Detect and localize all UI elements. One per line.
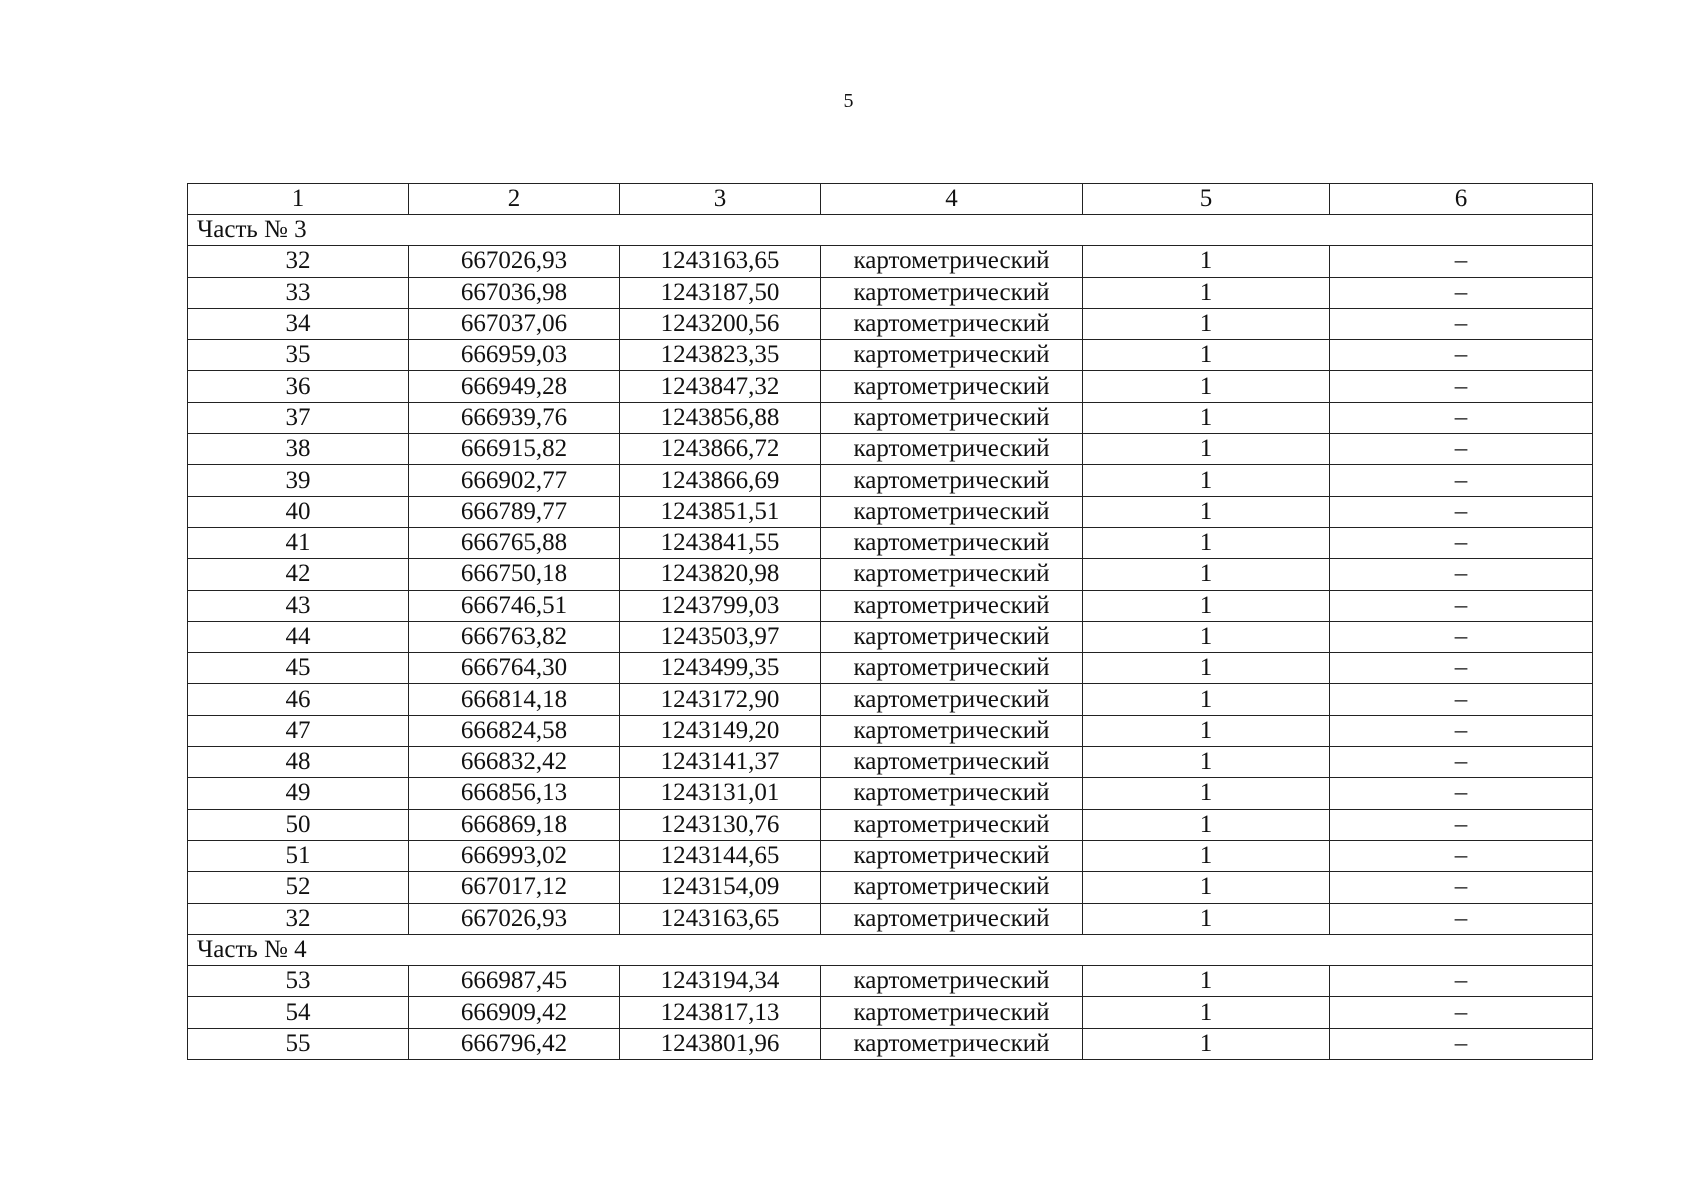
table-row (188, 778, 1593, 809)
table-cell: 1243823,35 (620, 340, 821, 371)
table-cell: 1243194,34 (620, 966, 821, 997)
table-cell: 35 (188, 340, 409, 371)
table-cell: 44 (188, 621, 409, 652)
table-cell: 1 (1083, 1028, 1330, 1059)
table-cell: 666959,03 (409, 340, 620, 371)
table-cell: 666765,88 (409, 527, 620, 558)
table-cell: 1243851,51 (620, 496, 821, 527)
table-cell: – (1330, 340, 1593, 371)
table-cell: 1 (1083, 559, 1330, 590)
table-cell: – (1330, 684, 1593, 715)
table-cell: 667026,93 (409, 903, 620, 934)
table-cell: 1243141,37 (620, 747, 821, 778)
table-row (188, 590, 1593, 621)
table-cell: 34 (188, 308, 409, 339)
table-cell: 37 (188, 402, 409, 433)
table-cell: 1243856,88 (620, 402, 821, 433)
table-cell: 43 (188, 590, 409, 621)
table-cell: – (1330, 590, 1593, 621)
table-cell: 666832,42 (409, 747, 620, 778)
table-cell: 1 (1083, 527, 1330, 558)
table-cell: картометрический (821, 621, 1083, 652)
table-cell: 666750,18 (409, 559, 620, 590)
table-cell: 666915,82 (409, 434, 620, 465)
table-row (188, 747, 1593, 778)
table-cell: – (1330, 402, 1593, 433)
table-cell: картометрический (821, 434, 1083, 465)
table-cell: картометрический (821, 715, 1083, 746)
table-row (188, 653, 1593, 684)
table-cell: 1 (1083, 653, 1330, 684)
table-cell: 36 (188, 371, 409, 402)
table-row (188, 966, 1593, 997)
coordinates-table (187, 183, 1593, 1060)
table-cell: – (1330, 246, 1593, 277)
table-cell: – (1330, 715, 1593, 746)
table-cell: картометрический (821, 496, 1083, 527)
table-cell: 1243503,97 (620, 621, 821, 652)
section-row (188, 215, 1593, 246)
table-cell: 38 (188, 434, 409, 465)
table-row (188, 402, 1593, 433)
table-cell: 1243131,01 (620, 778, 821, 809)
table-row (188, 872, 1593, 903)
table-cell: 1243499,35 (620, 653, 821, 684)
section-label: Часть № 4 (188, 934, 1593, 965)
table-cell: 32 (188, 246, 409, 277)
table-cell: 667037,06 (409, 308, 620, 339)
table-cell: картометрический (821, 997, 1083, 1028)
table-cell: – (1330, 997, 1593, 1028)
table-cell: 1243820,98 (620, 559, 821, 590)
table-cell: – (1330, 966, 1593, 997)
table-cell: 666856,13 (409, 778, 620, 809)
table-row (188, 997, 1593, 1028)
table-cell: картометрический (821, 590, 1083, 621)
table-cell: 1 (1083, 809, 1330, 840)
table-cell: картометрический (821, 371, 1083, 402)
header-cell: 6 (1330, 184, 1593, 215)
table-cell: – (1330, 277, 1593, 308)
table-cell: 666987,45 (409, 966, 620, 997)
table-cell: 48 (188, 747, 409, 778)
table-cell: 666939,76 (409, 402, 620, 433)
table-cell: картометрический (821, 966, 1083, 997)
table-cell: 667026,93 (409, 246, 620, 277)
table-cell: картометрический (821, 872, 1083, 903)
table-cell: – (1330, 872, 1593, 903)
table-cell: 1 (1083, 966, 1330, 997)
table-cell: – (1330, 308, 1593, 339)
table-row (188, 684, 1593, 715)
table-cell: 1243187,50 (620, 277, 821, 308)
table-cell: 667036,98 (409, 277, 620, 308)
table-cell: 1 (1083, 246, 1330, 277)
table-cell: – (1330, 465, 1593, 496)
table-cell: 40 (188, 496, 409, 527)
table-cell: 1 (1083, 747, 1330, 778)
table-cell: 1 (1083, 402, 1330, 433)
table-cell: картометрический (821, 465, 1083, 496)
header-cell: 3 (620, 184, 821, 215)
table-cell: 666764,30 (409, 653, 620, 684)
table-cell: 1 (1083, 434, 1330, 465)
table-cell: картометрический (821, 809, 1083, 840)
table-cell: картометрический (821, 840, 1083, 871)
table-cell: 1243847,32 (620, 371, 821, 402)
table-cell: 666869,18 (409, 809, 620, 840)
table-cell: 52 (188, 872, 409, 903)
table-row (188, 621, 1593, 652)
table-row (188, 559, 1593, 590)
table-cell: 666949,28 (409, 371, 620, 402)
table-cell: 667017,12 (409, 872, 620, 903)
table-row (188, 277, 1593, 308)
table-cell: картометрический (821, 903, 1083, 934)
table-cell: 1 (1083, 465, 1330, 496)
table-cell: – (1330, 1028, 1593, 1059)
table-cell: 50 (188, 809, 409, 840)
table-cell: – (1330, 371, 1593, 402)
table-cell: – (1330, 903, 1593, 934)
table-cell: 666824,58 (409, 715, 620, 746)
table-cell: 1 (1083, 340, 1330, 371)
table-cell: 53 (188, 966, 409, 997)
table-cell: картометрический (821, 277, 1083, 308)
table-cell: 1243149,20 (620, 715, 821, 746)
table-cell: 54 (188, 997, 409, 1028)
table-cell: 49 (188, 778, 409, 809)
table-cell: – (1330, 809, 1593, 840)
table-cell: 1243154,09 (620, 872, 821, 903)
table-cell: – (1330, 778, 1593, 809)
table-cell: 1243866,72 (620, 434, 821, 465)
table-cell: 1243163,65 (620, 903, 821, 934)
table-cell: – (1330, 747, 1593, 778)
table-row (188, 434, 1593, 465)
table-cell: 1243866,69 (620, 465, 821, 496)
table-cell: картометрический (821, 747, 1083, 778)
table-cell: 666763,82 (409, 621, 620, 652)
table-cell: 32 (188, 903, 409, 934)
table-cell: 1243801,96 (620, 1028, 821, 1059)
table-cell: картометрический (821, 246, 1083, 277)
table-cell: 666909,42 (409, 997, 620, 1028)
header-cell: 1 (188, 184, 409, 215)
table-cell: 33 (188, 277, 409, 308)
table-cell: картометрический (821, 1028, 1083, 1059)
table-cell: – (1330, 559, 1593, 590)
table-cell: 1 (1083, 778, 1330, 809)
table-cell: 1243799,03 (620, 590, 821, 621)
table-row (188, 340, 1593, 371)
section-label: Часть № 3 (188, 215, 1593, 246)
table-cell: 1 (1083, 684, 1330, 715)
table-cell: 666902,77 (409, 465, 620, 496)
table-cell: 666814,18 (409, 684, 620, 715)
table-cell: – (1330, 434, 1593, 465)
table-header-row (188, 184, 1593, 215)
section-row (188, 934, 1593, 965)
table-cell: – (1330, 653, 1593, 684)
table-cell: 1 (1083, 308, 1330, 339)
table-cell: 1 (1083, 872, 1330, 903)
table-row (188, 465, 1593, 496)
table-cell: 666796,42 (409, 1028, 620, 1059)
table-row (188, 371, 1593, 402)
table-cell: 45 (188, 653, 409, 684)
table-cell: 42 (188, 559, 409, 590)
table-cell: 1 (1083, 840, 1330, 871)
table-row (188, 496, 1593, 527)
table-cell: 1 (1083, 590, 1330, 621)
header-cell: 5 (1083, 184, 1330, 215)
coordinates-table-body (188, 184, 1593, 1060)
table-cell: 1243163,65 (620, 246, 821, 277)
table-row (188, 246, 1593, 277)
table-cell: – (1330, 621, 1593, 652)
table-row (188, 308, 1593, 339)
table-cell: 1 (1083, 997, 1330, 1028)
table-cell: картометрический (821, 684, 1083, 715)
table-cell: 1 (1083, 715, 1330, 746)
table-cell: картометрический (821, 653, 1083, 684)
table-cell: 46 (188, 684, 409, 715)
table-cell: картометрический (821, 402, 1083, 433)
page-number: 5 (843, 90, 854, 112)
table-cell: 1 (1083, 277, 1330, 308)
table-cell: 666746,51 (409, 590, 620, 621)
table-row (188, 903, 1593, 934)
table-cell: 1243200,56 (620, 308, 821, 339)
table-cell: 1 (1083, 621, 1330, 652)
table-cell: – (1330, 840, 1593, 871)
table-cell: 1 (1083, 371, 1330, 402)
table-row (188, 527, 1593, 558)
table-row (188, 809, 1593, 840)
table-row (188, 840, 1593, 871)
header-cell: 2 (409, 184, 620, 215)
table-cell: 47 (188, 715, 409, 746)
table-cell: 1243144,65 (620, 840, 821, 871)
table-cell: – (1330, 496, 1593, 527)
table-cell: картометрический (821, 778, 1083, 809)
table-cell: 1243817,13 (620, 997, 821, 1028)
table-row (188, 1028, 1593, 1059)
table-cell: 41 (188, 527, 409, 558)
table-cell: 666993,02 (409, 840, 620, 871)
table-cell: 1243172,90 (620, 684, 821, 715)
table-cell: картометрический (821, 308, 1083, 339)
header-cell: 4 (821, 184, 1083, 215)
table-cell: 1243841,55 (620, 527, 821, 558)
table-cell: 666789,77 (409, 496, 620, 527)
table-cell: 1 (1083, 903, 1330, 934)
table-cell: 39 (188, 465, 409, 496)
table-cell: картометрический (821, 527, 1083, 558)
table-cell: 1243130,76 (620, 809, 821, 840)
table-cell: – (1330, 527, 1593, 558)
table-row (188, 715, 1593, 746)
table-cell: картометрический (821, 340, 1083, 371)
table-cell: 51 (188, 840, 409, 871)
table-cell: 55 (188, 1028, 409, 1059)
table-cell: картометрический (821, 559, 1083, 590)
table-cell: 1 (1083, 496, 1330, 527)
